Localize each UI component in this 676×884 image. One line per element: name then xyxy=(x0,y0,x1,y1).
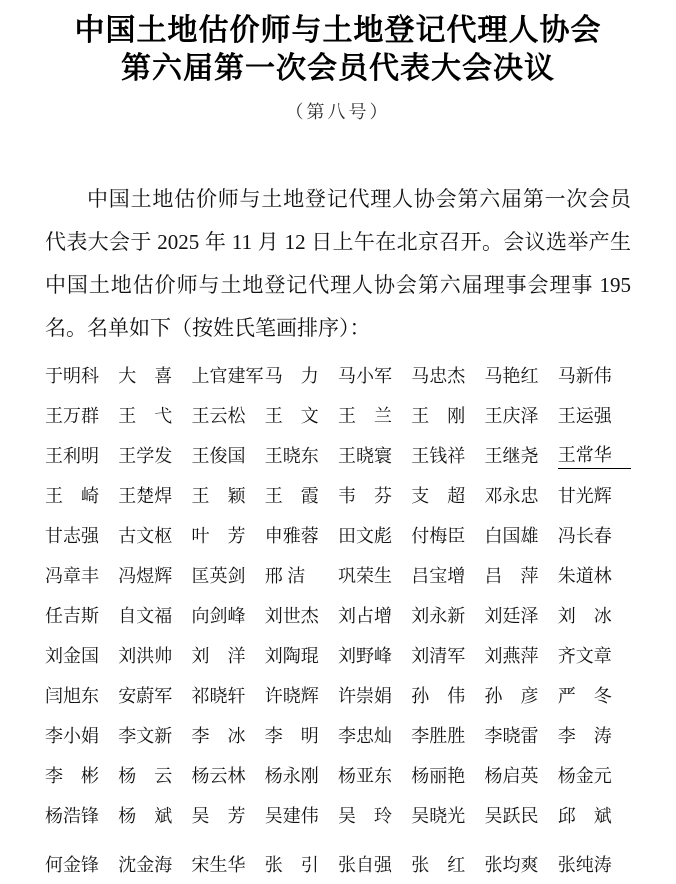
member-name: 李胜胜 xyxy=(411,726,466,746)
member-name: 付梅臣 xyxy=(411,526,466,546)
name-row xyxy=(45,755,631,795)
member-name: 王云松 xyxy=(191,406,246,426)
body-paragraph xyxy=(45,178,631,350)
member-name: 王 兰 xyxy=(338,406,392,426)
member-name: 李 明 xyxy=(264,726,319,746)
member-name: 王庆泽 xyxy=(484,406,539,426)
member-name: 张均爽 xyxy=(484,855,539,875)
member-name: 王晓东 xyxy=(264,446,319,466)
member-name: 邢 洁 xyxy=(264,566,306,586)
member-name: 杨云林 xyxy=(191,766,246,786)
member-name: 李小娟 xyxy=(45,726,99,746)
member-name: 齐文章 xyxy=(557,646,612,666)
member-name: 李晓雷 xyxy=(484,726,539,746)
name-grid xyxy=(45,355,631,884)
member-name: 刘野峰 xyxy=(338,646,392,666)
member-name: 吕 萍 xyxy=(484,566,539,586)
member-name: 刘清军 xyxy=(411,646,466,666)
member-name: 吴 玲 xyxy=(338,806,392,826)
member-name: 王 霞 xyxy=(264,486,319,506)
member-name: 吴晓光 xyxy=(411,806,466,826)
member-name: 甘光辉 xyxy=(557,486,612,506)
paragraph-line: 中国土地估价师与土地登记代理人协会第六届第一次会员 xyxy=(87,187,631,211)
member-name: 自文福 xyxy=(118,606,173,626)
member-name: 马忠杰 xyxy=(411,366,466,386)
member-name: 杨亚东 xyxy=(338,766,392,786)
member-name: 刘洪帅 xyxy=(118,646,173,666)
member-name: 许晓辉 xyxy=(264,686,319,706)
member-name: 邓永忠 xyxy=(484,486,539,506)
member-name: 王万群 xyxy=(45,406,99,426)
member-name: 王常华 xyxy=(558,441,631,469)
member-name: 王楚焊 xyxy=(118,486,173,506)
member-name: 李忠灿 xyxy=(338,726,392,746)
name-row xyxy=(45,635,631,675)
name-row xyxy=(45,435,631,475)
name-row xyxy=(45,795,631,835)
paragraph-line: 代表大会于 2025 年 11 月 12 日上午在北京召开。会议选举产生 xyxy=(45,230,631,254)
member-name: 吴跃民 xyxy=(484,806,539,826)
member-name: 李 涛 xyxy=(557,726,612,746)
member-name: 杨 斌 xyxy=(118,806,173,826)
member-name: 沈金海 xyxy=(118,855,173,875)
member-name: 于明科 xyxy=(45,366,99,386)
document-title-line1: 中国土地估价师与土地登记代理人协会 xyxy=(74,14,602,47)
member-name: 王 文 xyxy=(264,406,319,426)
member-name: 张纯涛 xyxy=(557,855,612,875)
paragraph-line: 名。名单如下（按姓氏笔画排序）： xyxy=(45,316,371,340)
member-name: 杨永刚 xyxy=(264,766,319,786)
member-name: 杨浩锋 xyxy=(45,806,99,826)
member-name: 上官建军 xyxy=(191,366,264,386)
member-name: 刘廷泽 xyxy=(484,606,539,626)
member-name: 杨启英 xyxy=(484,766,539,786)
member-name: 王 刚 xyxy=(411,406,466,426)
member-name: 古文枢 xyxy=(118,526,173,546)
member-name: 田文彪 xyxy=(338,526,392,546)
name-row xyxy=(45,515,631,555)
member-name: 白国雄 xyxy=(484,526,539,546)
member-name: 孙 伟 xyxy=(411,686,466,706)
member-name: 朱道林 xyxy=(557,566,612,586)
member-name: 刘占增 xyxy=(338,606,392,626)
member-name: 匡英剑 xyxy=(191,566,246,586)
member-name: 王继尧 xyxy=(484,446,539,466)
document-number: （第八号） xyxy=(285,102,391,122)
member-name: 吴建伟 xyxy=(264,806,319,826)
member-name: 吕宝增 xyxy=(411,566,466,586)
member-name: 杨 云 xyxy=(118,766,173,786)
document-title-line2: 第六届第一次会员代表大会决议 xyxy=(121,52,555,85)
member-name: 刘金国 xyxy=(45,646,99,666)
member-name: 马 力 xyxy=(264,366,319,386)
member-name: 何金锋 xyxy=(45,855,99,875)
member-name: 刘陶琨 xyxy=(264,646,319,666)
name-row xyxy=(45,844,631,884)
name-row xyxy=(45,675,631,715)
member-name: 大 喜 xyxy=(118,366,173,386)
member-name: 杨金元 xyxy=(557,766,612,786)
member-name: 王 弋 xyxy=(118,406,173,426)
member-name: 刘燕萍 xyxy=(484,646,539,666)
member-name: 孙 彦 xyxy=(484,686,539,706)
member-name: 王学发 xyxy=(118,446,173,466)
member-name: 王俊国 xyxy=(191,446,246,466)
member-name: 张 红 xyxy=(411,855,466,875)
name-row xyxy=(45,395,631,435)
name-row xyxy=(45,355,631,395)
member-name: 王 颖 xyxy=(191,486,246,506)
member-name: 刘世杰 xyxy=(264,606,319,626)
member-name: 王 崎 xyxy=(45,486,99,506)
member-name: 王运强 xyxy=(557,406,612,426)
member-name: 申雅蓉 xyxy=(264,526,319,546)
member-name: 杨丽艳 xyxy=(411,766,466,786)
member-name: 马新伟 xyxy=(557,366,612,386)
member-name: 李 彬 xyxy=(45,766,99,786)
member-name: 冯章丰 xyxy=(45,566,99,586)
member-name: 李文新 xyxy=(118,726,173,746)
name-row xyxy=(45,595,631,635)
member-name: 邱 斌 xyxy=(557,806,612,826)
member-name: 张 引 xyxy=(264,855,319,875)
member-name: 刘 洋 xyxy=(191,646,246,666)
member-name: 马小军 xyxy=(338,366,392,386)
member-name: 闫旭东 xyxy=(45,686,99,706)
member-name: 任吉斯 xyxy=(45,606,99,626)
member-name: 吴 芳 xyxy=(191,806,246,826)
member-name: 王利明 xyxy=(45,446,99,466)
member-name: 宋生华 xyxy=(191,855,246,875)
member-name: 韦 芬 xyxy=(338,486,392,506)
member-name: 王钱祥 xyxy=(411,446,466,466)
member-name: 冯煜辉 xyxy=(118,566,173,586)
member-name: 严 冬 xyxy=(557,686,612,706)
member-name: 巩荣生 xyxy=(338,566,392,586)
name-row xyxy=(45,475,631,515)
name-row xyxy=(45,555,631,595)
member-name: 安蔚军 xyxy=(118,686,173,706)
member-name: 向剑峰 xyxy=(191,606,246,626)
name-row xyxy=(45,715,631,755)
member-name: 支 超 xyxy=(411,486,466,506)
member-name: 祁晓轩 xyxy=(191,686,246,706)
member-name: 刘 冰 xyxy=(557,606,612,626)
paragraph-line: 中国土地估价师与土地登记代理人协会第六届理事会理事 195 xyxy=(45,273,631,297)
member-name: 马艳红 xyxy=(484,366,539,386)
member-name: 许崇娟 xyxy=(338,686,392,706)
member-name: 叶 芳 xyxy=(191,526,246,546)
member-name: 甘志强 xyxy=(45,526,99,546)
member-name: 张自强 xyxy=(338,855,392,875)
member-name: 冯长春 xyxy=(557,526,612,546)
member-name: 李 冰 xyxy=(191,726,246,746)
member-name: 刘永新 xyxy=(411,606,466,626)
member-name: 王晓寰 xyxy=(338,446,392,466)
